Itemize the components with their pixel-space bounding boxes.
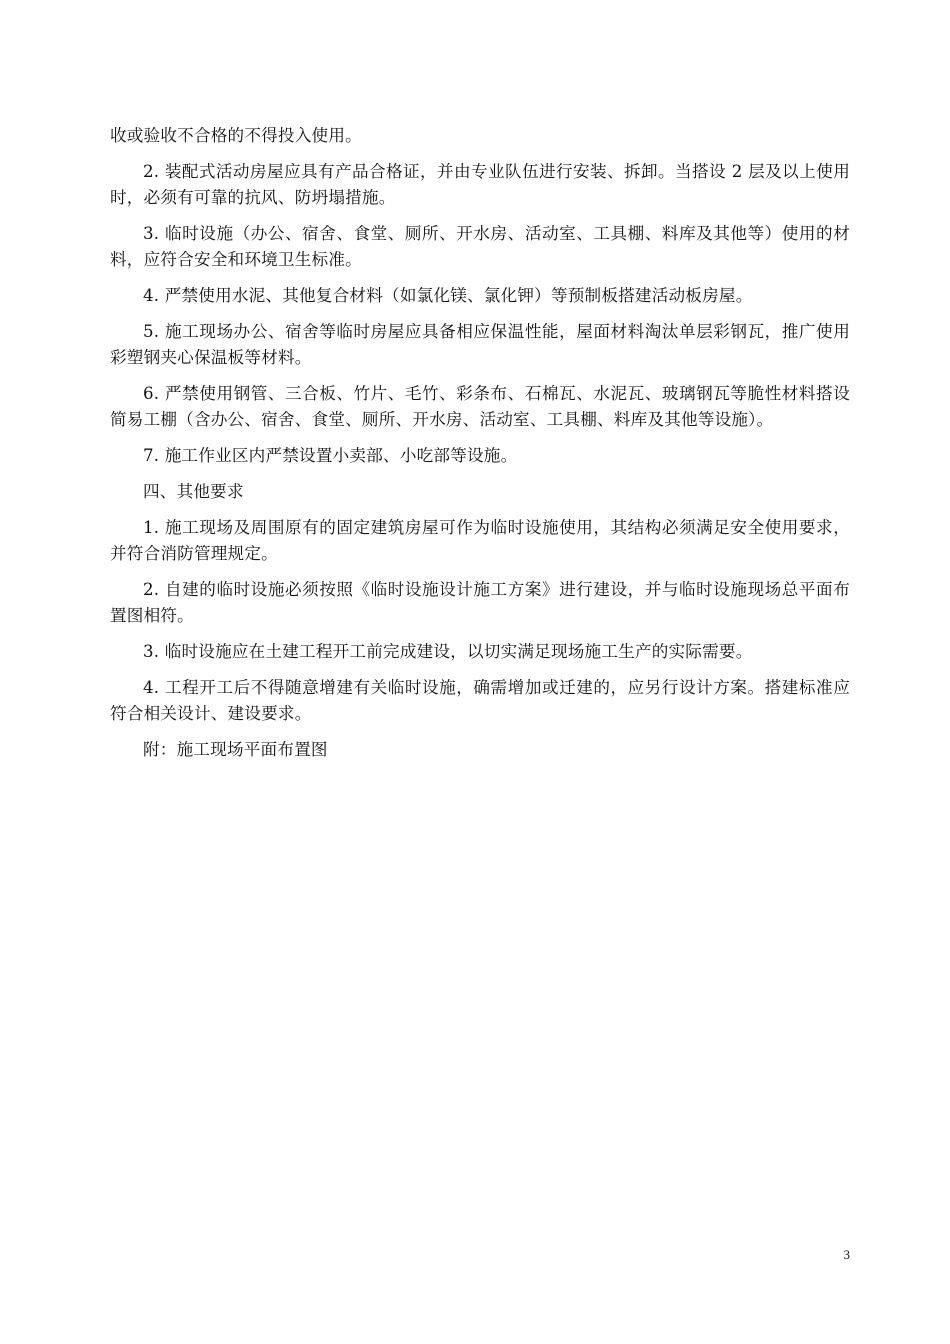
paragraph-requirement-2: 2. 自建的临时设施必须按照《临时设施设计施工方案》进行建设，并与临时设施现场总平面布置图相符。 xyxy=(110,580,850,625)
paragraph-requirement-3: 3. 临时设施应在土建工程开工前完成建设，以切实满足现场施工生产的实际需要。 xyxy=(143,642,753,661)
document-body xyxy=(110,123,850,773)
paragraph-requirement-4: 4. 工程开工后不得随意增建有关临时设施，确需增加或迁建的，应另行设计方案。搭建标准应符合相关设计、建设要求。 xyxy=(110,678,850,723)
paragraph-item-5: 5. 施工现场办公、宿舍等临时房屋应具备相应保温性能，屋面材料淘汰单层彩钢瓦，推广使用彩塑钢夹心保温板等材料。 xyxy=(110,322,850,367)
page-number: 3 xyxy=(843,1247,850,1262)
attachment-note: 附：施工现场平面布置图 xyxy=(143,740,328,759)
paragraph-item-6: 6. 严禁使用钢管、三合板、竹片、毛竹、彩条布、石棉瓦、水泥瓦、玻璃钢瓦等脆性材料搭设简易工棚（含办公、宿舍、食堂、厕所、开水房、活动室、工具棚、料库及其他等设施）。 xyxy=(110,384,850,429)
paragraph-item-7: 7. 施工作业区内严禁设置小卖部、小吃部等设施。 xyxy=(143,446,518,465)
paragraph-item-4: 4. 严禁使用水泥、其他复合材料（如氯化镁、氯化钾）等预制板搭建活动板房屋。 xyxy=(143,286,753,305)
paragraph-item-3: 3. 临时设施（办公、宿舍、食堂、厕所、开水房、活动室、工具棚、料库及其他等）使用的材料，应符合安全和环境卫生标准。 xyxy=(110,224,850,269)
paragraph-continuation: 收或验收不合格的不得投入使用。 xyxy=(110,126,362,145)
section-heading-other-requirements: 四、其他要求 xyxy=(143,482,244,501)
paragraph-requirement-1: 1. 施工现场及周围原有的固定建筑房屋可作为临时设施使用，其结构必须满足安全使用要求，并符合消防管理规定。 xyxy=(110,518,850,563)
paragraph-item-2: 2. 装配式活动房屋应具有产品合格证，并由专业队伍进行安装、拆卸。当搭设 2 层及以上使用时，必须有可靠的抗风、防坍塌措施。 xyxy=(110,162,850,207)
